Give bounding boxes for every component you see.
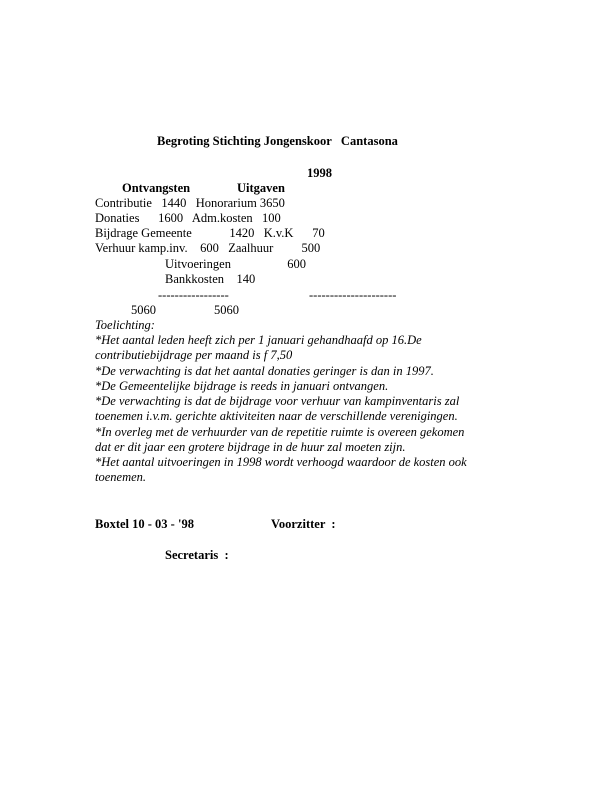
note-line: *De verwachting is dat de bijdrage voor verhuur van kampinventaris zal [95, 394, 460, 408]
note-line: toenemen i.v.m. gerichte aktiviteiten naar de verschillende verenigingen. [95, 409, 458, 423]
budget-line: Verhuur kamp.inv. 600 Zaalhuur 500 [95, 241, 321, 255]
note-line: dat er dit jaar een grotere bijdrage in de huur zal moeten zijn. [95, 440, 406, 454]
income-header: Ontvangsten [122, 181, 191, 195]
document-title: Begroting Stichting Jongenskoor Cantasona [157, 134, 398, 148]
budget-line: Uitvoeringen 600 [165, 257, 306, 271]
place-date: Boxtel 10 - 03 - '98 [95, 517, 194, 531]
note-line: *Het aantal leden heeft zich per 1 januari gehandhaafd op 16.De [95, 333, 422, 347]
budget-line: Bankkosten 140 [165, 272, 256, 286]
budget-year: 1998 [307, 166, 332, 180]
note-line: contributiebijdrage per maand is f 7,50 [95, 348, 293, 362]
income-total: 5060 [131, 303, 156, 317]
income-separator: ----------------- [158, 288, 229, 302]
secretary-label: Secretaris : [165, 548, 229, 562]
expenses-separator: --------------------- [309, 288, 397, 302]
note-line: *De Gemeentelijke bijdrage is reeds in januari ontvangen. [95, 379, 389, 393]
budget-line: Contributie 1440 Honorarium 3650 [95, 196, 285, 210]
budget-line: Donaties 1600 Adm.kosten 100 [95, 211, 281, 225]
note-line: toenemen. [95, 470, 147, 484]
expenses-total: 5060 [214, 303, 239, 317]
note-line: *De verwachting is dat het aantal donaties geringer is dan in 1997. [95, 364, 434, 378]
note-line: *In overleg met de verhuurder van de repetitie ruimte is overeen gekomen [95, 425, 465, 439]
budget-line: Bijdrage Gemeente 1420 K.v.K 70 [95, 226, 325, 240]
chairman-label: Voorzitter : [271, 517, 336, 531]
notes-heading: Toelichting: [95, 318, 155, 332]
note-line: *Het aantal uitvoeringen in 1998 wordt verhoogd waardoor de kosten ook [95, 455, 467, 469]
expenses-header: Uitgaven [237, 181, 285, 195]
